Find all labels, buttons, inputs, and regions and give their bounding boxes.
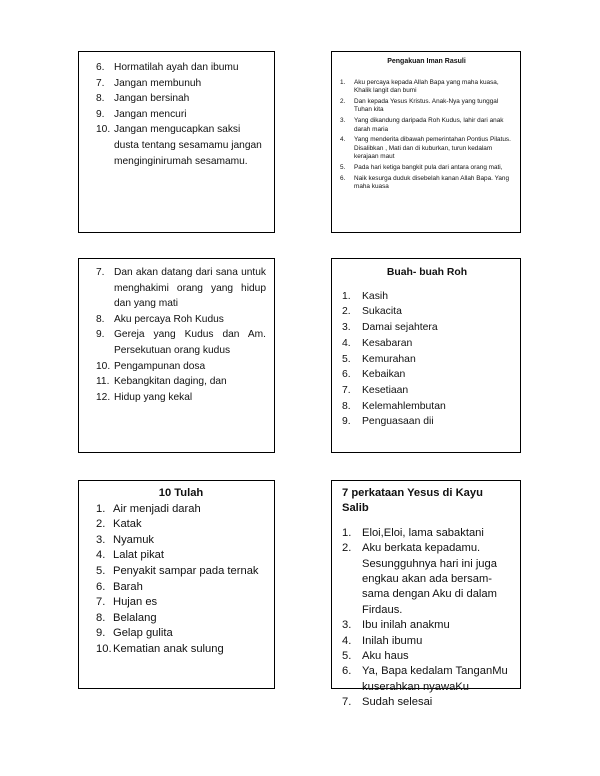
list-item: 6. Barah (96, 580, 143, 593)
card-title: 7 perkataan Yesus di Kayu Salib (342, 487, 483, 515)
list-item: 6. Kebaikan (342, 369, 406, 381)
card-seven-words-on-cross (331, 480, 521, 709)
seven-words-list (342, 526, 512, 711)
list-item: 1. Aku percaya kepada Allah Bapa yang maha kuasa, Khalik langit dan bumi (340, 78, 499, 95)
list-item: 1. Kasih (342, 290, 388, 302)
plagues-list (96, 502, 266, 658)
list-item: 5. Pada hari ketiga bangkit pula dari antara orang mati, (340, 163, 503, 171)
list-item: 3. Ibu inilah anakmu (342, 619, 450, 632)
list-item: 12. Hidup yang kekal (96, 391, 193, 403)
list-item: 4. Kesabaran (342, 337, 413, 349)
list-item: 7. Sudah selesai (342, 696, 433, 709)
creed-list (340, 79, 513, 192)
card-ten-commandments-part-2 (78, 51, 275, 233)
list-item: 10. Kematian anak sulung (96, 642, 224, 655)
list-item: 6. Hormatilah ayah dan ibumu (96, 62, 239, 73)
list-item: 4. Lalat pikat (96, 549, 164, 562)
list-item: 10. Pengampunan dosa (96, 360, 206, 372)
card-title: Pengakuan Iman Rasuli (387, 58, 466, 65)
card-apostles-creed-continued (78, 258, 275, 453)
list-item: 9. Penguasaan dii (342, 416, 434, 428)
card-title: Buah- buah Roh (386, 267, 468, 278)
list-item: 5. Penyakit sampar pada ternak (96, 564, 259, 577)
list-item: 8. Kelemahlembutan (342, 400, 446, 412)
list-item: 2. Sukacita (342, 306, 402, 318)
list-item: 2. Aku berkata kepadamu. Sesungguhnya hari ini juga engkau akan ada bersam-sama dengan Aku di dalam Firdaus. (342, 542, 497, 616)
creed-list-continued (96, 265, 266, 405)
list-item: 3. Yang dikandung daripada Roh Kudus, lahir dari anak darah maria (340, 116, 504, 133)
list-item: 7. Hujan es (96, 596, 158, 609)
list-item: 8. Aku percaya Roh Kudus (96, 313, 224, 325)
list-item: 8. Belalang (96, 611, 157, 624)
list-item: 7. Jangan membunuh (96, 77, 202, 89)
card-ten-plagues (78, 480, 275, 689)
list-item: 4. Inilah ibumu (342, 634, 423, 647)
fruits-list (342, 289, 512, 430)
list-item: 1. Eloi,Eloi, lama sabaktani (342, 526, 484, 539)
list-item: 3. Damai sejahtera (342, 322, 438, 334)
list-item: 7. Kesetiaan (342, 384, 409, 396)
list-item: 9. Gereja yang Kudus dan Am. Persekutuan orang kudus (96, 329, 266, 356)
list-item: 8. Jangan bersinah (96, 93, 190, 105)
list-item: 2. Katak (96, 518, 142, 531)
list-item: 3. Nyamuk (96, 533, 155, 546)
list-item: 6. Naik kesurga duduk disebelah kanan Allah Bapa. Yang maha kuasa (340, 174, 510, 191)
list-item: 9. Gelap gulita (96, 627, 173, 640)
card-title: 10 Tulah (158, 487, 204, 499)
list-item: 7. Dan akan datang dari sana untuk menghakimi orang yang hidup dan yang mati (96, 267, 266, 310)
card-fruits-of-spirit (331, 258, 521, 453)
list-item: 5. Aku haus (342, 650, 409, 663)
list-item: 6. Ya, Bapa kedalam TanganMu kuserahkan nyawaKu (342, 665, 508, 693)
list-item: 2. Dan kepada Yesus Kristus. Anak-Nya yang tunggal Tuhan kita (340, 97, 499, 114)
list-item: 1. Air menjadi darah (96, 502, 201, 515)
commandments-list (96, 60, 266, 169)
list-item: 10. Jangan mengucapkan saksi dusta tentang sesamamu jangan menginginirumah sesamamu. (96, 124, 262, 167)
list-item: 4. Yang menderita dibawah pemerintahan Pontius Pilatus. Disalibkan , Mati dan di kuburkan, turun kedalam kerajaan maut (340, 136, 511, 161)
list-item: 5. Kemurahan (342, 353, 416, 365)
list-item: 9. Jangan mencuri (96, 108, 187, 120)
list-item: 11. Kebangkitan daging, dan (96, 376, 227, 388)
card-apostles-creed (331, 51, 521, 233)
